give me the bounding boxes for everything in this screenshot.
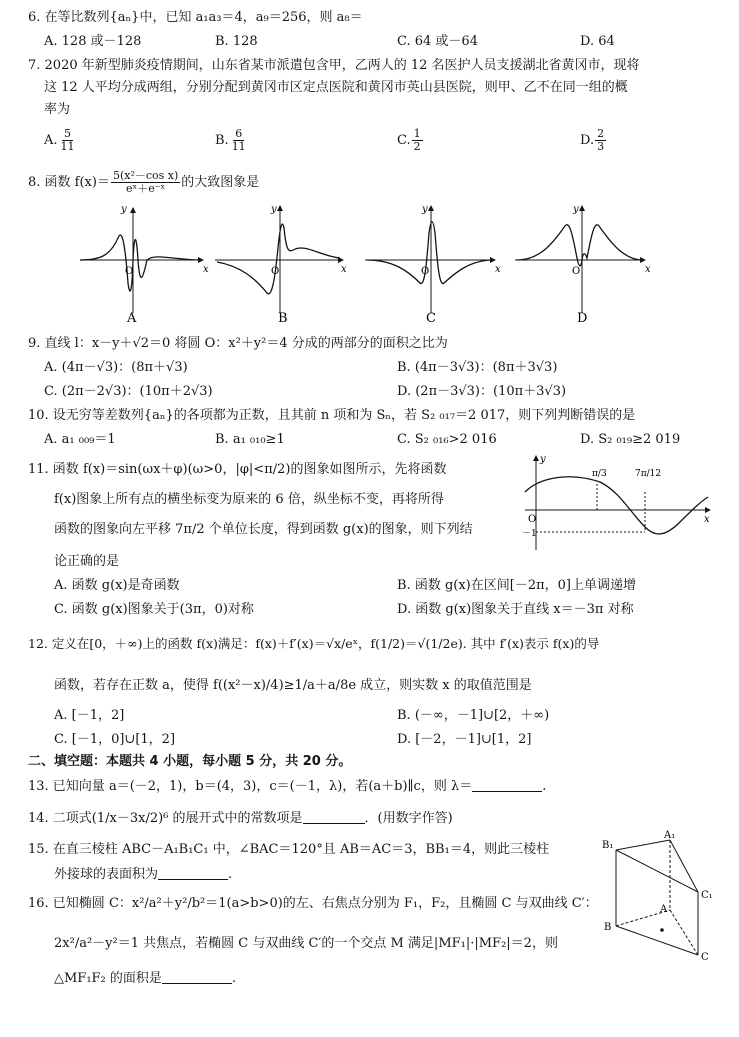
q10-option-c: C. S₂ ₀₁₆>2 016	[397, 432, 497, 447]
q8-graphs	[75, 198, 655, 328]
svg-text:A₁: A₁	[664, 830, 676, 841]
q8-stem: 8. 函数 f(x)＝ $\frac{\text{5(x²－cos x)}}{\text{eˣ＋e⁻ˣ}}$ 的大致图象是	[28, 169, 260, 195]
svg-text:x: x	[495, 264, 501, 275]
q13-stem: 13. 已知向量 a＝(－2，1)，b＝(4，3)，c＝(－1，λ)，若(a＋b)∥c，则 λ＝ .	[28, 779, 547, 794]
svg-text:B₁: B₁	[602, 840, 614, 851]
q12-option-d: D. [－2，－1]∪[1，2]	[397, 732, 532, 747]
q11-stem-2: f(x)图象上所有点的横坐标变为原来的 6 倍，纵坐标不变，再将所得	[54, 492, 444, 507]
q7-stem-1: 7. 2020 年新型肺炎疫情期间，山东省某市派遣包含甲，乙两人的 12 名医护人员支援湖北省黄冈市，现将	[28, 58, 640, 73]
q14-answer-blank[interactable]	[303, 810, 365, 824]
q7-stem-3: 率为	[44, 102, 71, 117]
q7-option-b: B. $\frac{6}{11}$	[215, 127, 246, 153]
q11-option-b: B. 函数 g(x)在区间[－2π，0]上单调递增	[397, 578, 636, 593]
svg-text:y: y	[573, 204, 579, 215]
q15-answer-blank[interactable]	[158, 866, 228, 880]
q8-graph-a	[80, 204, 209, 326]
q8-graph-c	[365, 204, 501, 326]
q16-stem-1: 16. 已知椭圆 C：x²/a²＋y²/b²＝1(a>b>0)的左、右焦点分别为 F₁，F₂，且椭圆 C 与双曲线 C′：	[28, 896, 598, 911]
q14-stem: 14. 二项式(1/x－3x/2)⁶ 的展开式中的常数项是 ．(用数字作答)	[28, 811, 453, 826]
svg-text:x: x	[341, 264, 347, 275]
q6-option-a: A. 128 或－128	[44, 34, 142, 49]
svg-text:B: B	[604, 922, 612, 933]
svg-text:O: O	[271, 266, 280, 277]
q16-answer-blank[interactable]	[162, 970, 232, 984]
q7-option-c: C. $\frac{1}{2}$	[397, 127, 421, 153]
q6-option-b: B. 128	[215, 34, 258, 49]
q16-stem-2: 2x²/a²－y²＝1 共焦点，若椭圆 C 与双曲线 C′的一个交点 M 满足|MF₁|·|MF₂|＝2，则	[54, 936, 558, 951]
q7-option-d: D. $\frac{2}{3}$	[580, 127, 605, 153]
q6-option-d: D. 64	[580, 34, 615, 49]
q9-option-d: D. (2π－3√3)：(10π＋3√3)	[397, 384, 567, 399]
q15-stem-1: 15. 在直三棱柱 ABC－A₁B₁C₁ 中，∠BAC＝120°且 AB＝AC＝3，BB₁＝4，则此三棱柱	[28, 842, 550, 857]
svg-text:B: B	[278, 311, 288, 326]
q6-stem: 6. 在等比数列{aₙ}中，已知 a₁a₃＝4，a₉＝256，则 a₈＝	[28, 10, 363, 25]
svg-text:－1: －1	[522, 529, 537, 539]
q11-graph	[520, 452, 715, 552]
section-2-heading: 二、填空题：本题共 4 小题，每小题 5 分，共 20 分。	[28, 754, 352, 769]
q15-stem-2: 外接球的表面积为 .	[54, 867, 233, 882]
q10-option-b: B. a₁ ₀₁₀≥1	[215, 432, 285, 447]
svg-text:π/3: π/3	[592, 469, 607, 479]
q10-option-d: D. S₂ ₀₁₉≥2 019	[580, 432, 681, 447]
q7-stem-2: 这 12 人平均分成两组，分别分配到黄冈市区定点医院和黄冈市英山县医院，则甲、乙不在同一组的概	[44, 80, 628, 95]
svg-text:O: O	[125, 266, 134, 277]
svg-text:O: O	[572, 266, 581, 277]
svg-text:C: C	[426, 311, 436, 326]
q13-answer-blank[interactable]	[472, 778, 542, 792]
q8-graph-d	[515, 204, 651, 326]
q16-stem-3: △MF₁F₂ 的面积是 .	[54, 971, 237, 986]
q9-option-a: A. (4π－√3)：(8π＋√3)	[44, 360, 188, 375]
q9-option-b: B. (4π－3√3)：(8π＋3√3)	[397, 360, 558, 375]
q11-stem-1: 11. 函数 f(x)＝sin(ωx＋φ)(ω>0，|φ|<π/2)的图象如图所示，先将函数	[28, 462, 447, 477]
svg-text:O: O	[528, 514, 537, 525]
svg-text:y: y	[422, 204, 428, 215]
q7-option-a: A. $\frac{5}{11}$	[44, 127, 75, 153]
q12-option-c: C. [－1，0]∪[1，2]	[54, 732, 176, 747]
svg-text:x: x	[645, 264, 651, 275]
svg-text:C: C	[701, 952, 709, 963]
q12-stem-2: 函数，若存在正数 a，使得 f((x²－x)/4)≥1/a＋a/8e 成立，则实数 x 的取值范围是	[54, 678, 532, 693]
q11-option-d: D. 函数 g(x)图象关于直线 x＝－3π 对称	[397, 602, 634, 617]
svg-text:7π/12: 7π/12	[635, 469, 662, 479]
svg-text:y: y	[121, 204, 127, 215]
svg-text:A: A	[660, 904, 668, 915]
q12-stem-1: 12. 定义在[0，＋∞)上的函数 f(x)满足：f(x)＋f′(x)＝√x/eˣ，f(1/2)＝√(1/2e). 其中 f′(x)表示 f(x)的导	[28, 636, 600, 651]
svg-text:A: A	[127, 311, 137, 326]
q11-option-a: A. 函数 g(x)是奇函数	[54, 578, 180, 593]
q10-stem: 10. 设无穷等差数列{aₙ}的各项都为正数，且其前 n 项和为 Sₙ，若 S₂ ₀₁₇＝2 017，则下列判断错误的是	[28, 408, 636, 423]
q9-stem: 9. 直线 l：x－y＋√2＝0 将圆 O：x²＋y²＝4 分成的两部分的面积之比为	[28, 336, 448, 351]
q8-graph-b	[215, 204, 347, 326]
q12-option-a: A. [－1，2]	[54, 708, 125, 723]
q10-option-a: A. a₁ ₀₀₉＝1	[44, 432, 116, 447]
q6-option-c: C. 64 或－64	[397, 34, 478, 49]
q11-option-c: C. 函数 g(x)图象关于(3π，0)对称	[54, 602, 254, 617]
q12-option-b: B. (－∞，－1]∪[2，＋∞)	[397, 708, 550, 723]
prism-figure	[600, 830, 720, 965]
svg-text:x: x	[203, 264, 209, 275]
svg-text:y: y	[540, 454, 546, 465]
svg-text:O: O	[421, 266, 430, 277]
svg-text:C₁: C₁	[701, 890, 713, 901]
q9-option-c: C. (2π－2√3)：(10π＋2√3)	[44, 384, 213, 399]
svg-text:y: y	[271, 204, 277, 215]
q11-stem-4: 论正确的是	[54, 554, 120, 569]
q11-stem-3: 函数的图象向左平移 7π/2 个单位长度，得到函数 g(x)的图象，则下列结	[54, 522, 473, 537]
svg-text:D: D	[577, 311, 588, 326]
svg-text:x: x	[704, 514, 710, 525]
